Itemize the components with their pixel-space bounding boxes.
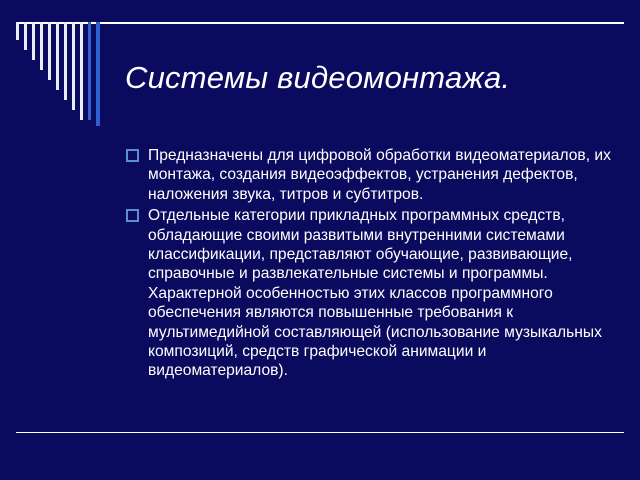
decorative-stripes xyxy=(0,0,110,130)
bullet-text: Предназначены для цифровой обработки видеоматериалов, их монтажа, создания видеоэффектов, устранения дефектов, наложения звука, титров и субтитров. xyxy=(148,147,611,203)
bullet-text: Отдельные категории прикладных программных средств, обладающие своими развитыми внутренними системами классификации, представляют обучающие, развивающие, справочные и развлекательные системы и программы. Характерной особенностью этих классов программного обеспечения являются повышенные требования к мультимедийной составляющей (использование музыкальных композиций, средств графической анимации и видеоматериалов). xyxy=(148,207,602,380)
stripe-1 xyxy=(16,22,19,40)
square-bullet-icon xyxy=(126,209,139,222)
stripe-4 xyxy=(40,22,43,70)
slide-title: Системы видеомонтажа. xyxy=(125,60,511,95)
stripe-3 xyxy=(32,22,35,60)
stripe-11 xyxy=(96,22,100,126)
stripe-6 xyxy=(56,22,59,90)
stripe-5 xyxy=(48,22,51,80)
stripe-10 xyxy=(88,22,91,120)
list-item xyxy=(124,206,614,381)
square-bullet-icon xyxy=(126,149,139,162)
list-item xyxy=(124,146,614,204)
bottom-divider-line xyxy=(16,432,624,433)
bullet-list xyxy=(124,146,614,383)
stripe-7 xyxy=(64,22,67,100)
stripe-8 xyxy=(72,22,75,110)
stripe-2 xyxy=(24,22,27,50)
stripe-9 xyxy=(80,22,83,120)
